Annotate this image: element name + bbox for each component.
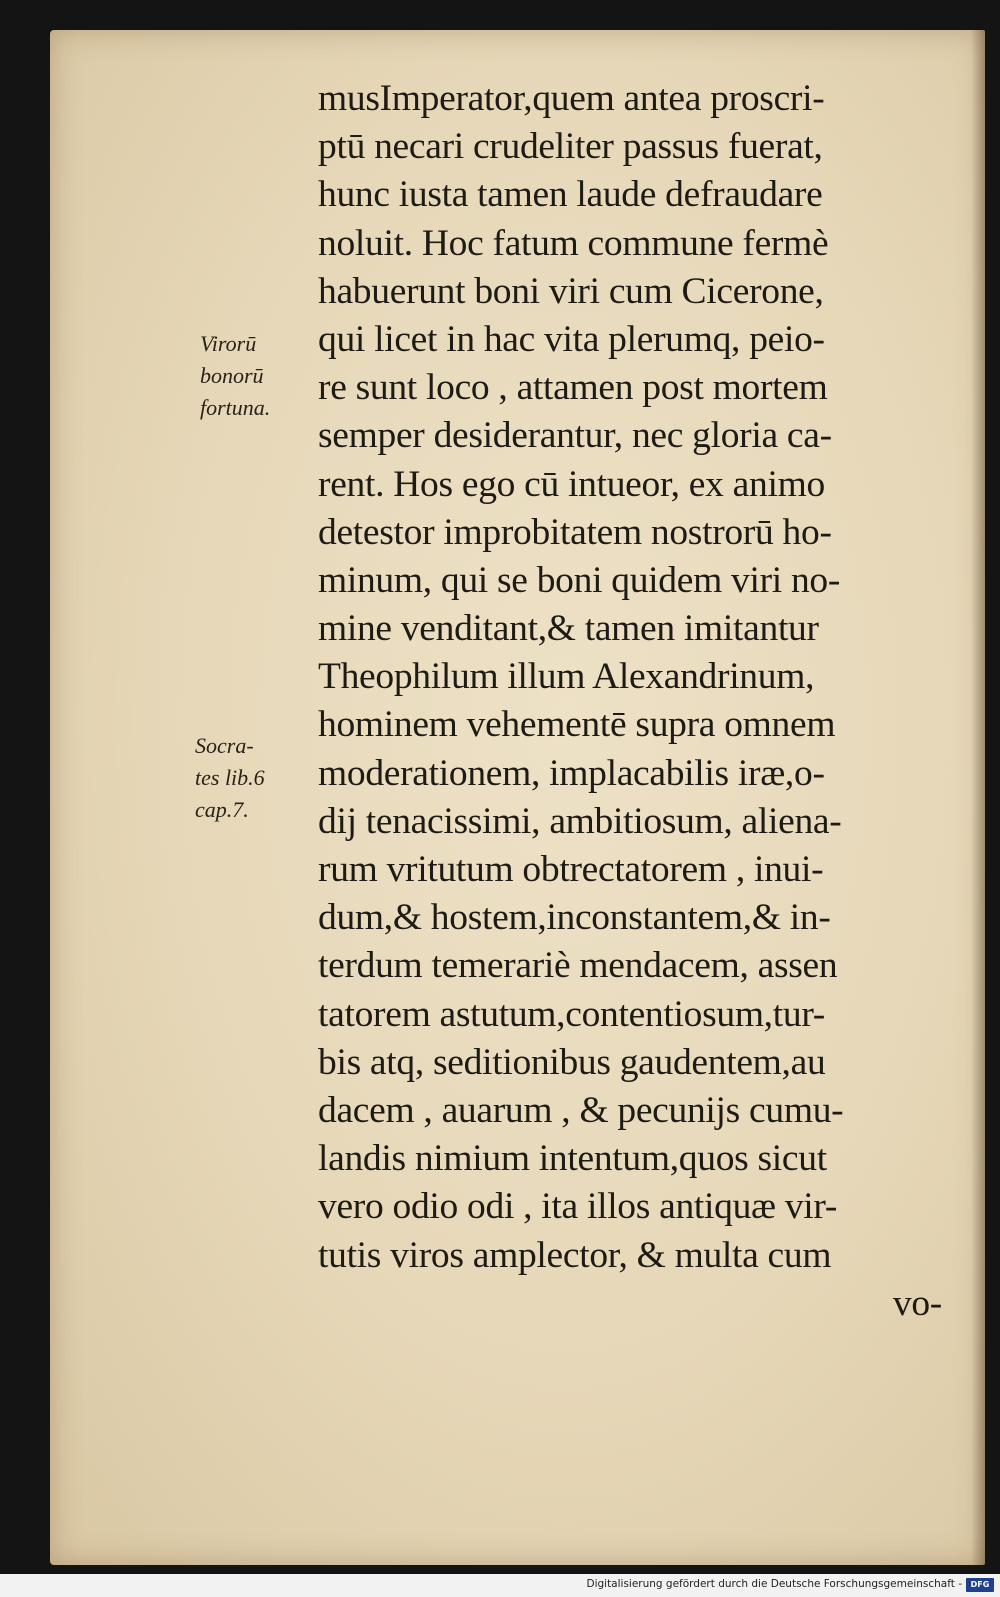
- text-line: tatorem astutum,contentiosum,tur-: [318, 993, 825, 1035]
- text-line: Theophilum illum Alexandrinum,: [318, 656, 815, 698]
- margin-note-line: Socra-: [195, 733, 254, 758]
- text-line: landis nimium intentum,quos sicut: [318, 1138, 827, 1180]
- text-line: semper desiderantur, nec gloria ca-: [318, 415, 832, 457]
- text-line: rum vritutum obtrectatorem , inui-: [318, 849, 824, 890]
- text-line: re sunt loco , attamen post mortem: [318, 367, 828, 409]
- text-line: hominem vehementē supra omnem: [318, 704, 836, 746]
- margin-note-line: fortuna.: [200, 395, 271, 420]
- margin-note-virorum: [200, 328, 270, 424]
- text-line: musImperator,quem antea proscri-: [318, 78, 825, 119]
- footer-bar: [0, 1574, 1000, 1597]
- book-page: [50, 30, 985, 1565]
- text-line: moderationem, implacabilis iræ,o-: [318, 752, 825, 794]
- text-line: rent. Hos ego cū intueor, ex animo: [318, 463, 825, 505]
- text-line: hunc iusta tamen laude defraudare: [318, 174, 823, 216]
- text-line: vero odio odi , ita illos antiquæ vir-: [318, 1186, 838, 1228]
- text-line: mine venditant,& tamen imitantur: [318, 608, 819, 650]
- dfg-logo: DFG: [966, 1578, 994, 1592]
- text-line: dij tenacissimi, ambitiosum, aliena-: [318, 800, 842, 842]
- page-edge-shadow: [971, 30, 985, 1565]
- body-text: [318, 75, 948, 1328]
- margin-note-line: cap.7.: [195, 797, 249, 822]
- funding-credit: Digitalisierung gefördert durch die Deutsche Forschungsgemeinschaft -: [586, 1578, 962, 1590]
- text-line: terdum temerariè mendacem, assen: [318, 945, 838, 987]
- catchword: vo-: [892, 1282, 942, 1324]
- margin-note-line: tes lib.6: [195, 765, 265, 790]
- text-line: detestor improbitatem nostrorū ho-: [318, 511, 832, 553]
- text-line: habuerunt boni viri cum Cicerone,: [318, 270, 824, 312]
- text-line: minum, qui se boni quidem viri no-: [318, 559, 841, 601]
- text-line: dacem , auarum , & pecunijs cumu-: [318, 1089, 844, 1131]
- margin-note-socrates: [195, 730, 265, 826]
- margin-note-line: bonorū: [200, 363, 264, 388]
- text-line: bis atq, seditionibus gaudentem,au: [318, 1041, 826, 1083]
- text-line: ptū necari crudeliter passus fuerat,: [318, 126, 823, 168]
- margin-note-line: Virorū: [200, 331, 257, 356]
- text-line: qui licet in hac vita plerumq, peio-: [318, 318, 825, 360]
- text-line: tutis viros amplector, & multa cum: [318, 1234, 832, 1276]
- text-line: noluit. Hoc fatum commune fermè: [318, 222, 829, 264]
- text-line: dum,& hostem,inconstantem,& in-: [318, 897, 831, 939]
